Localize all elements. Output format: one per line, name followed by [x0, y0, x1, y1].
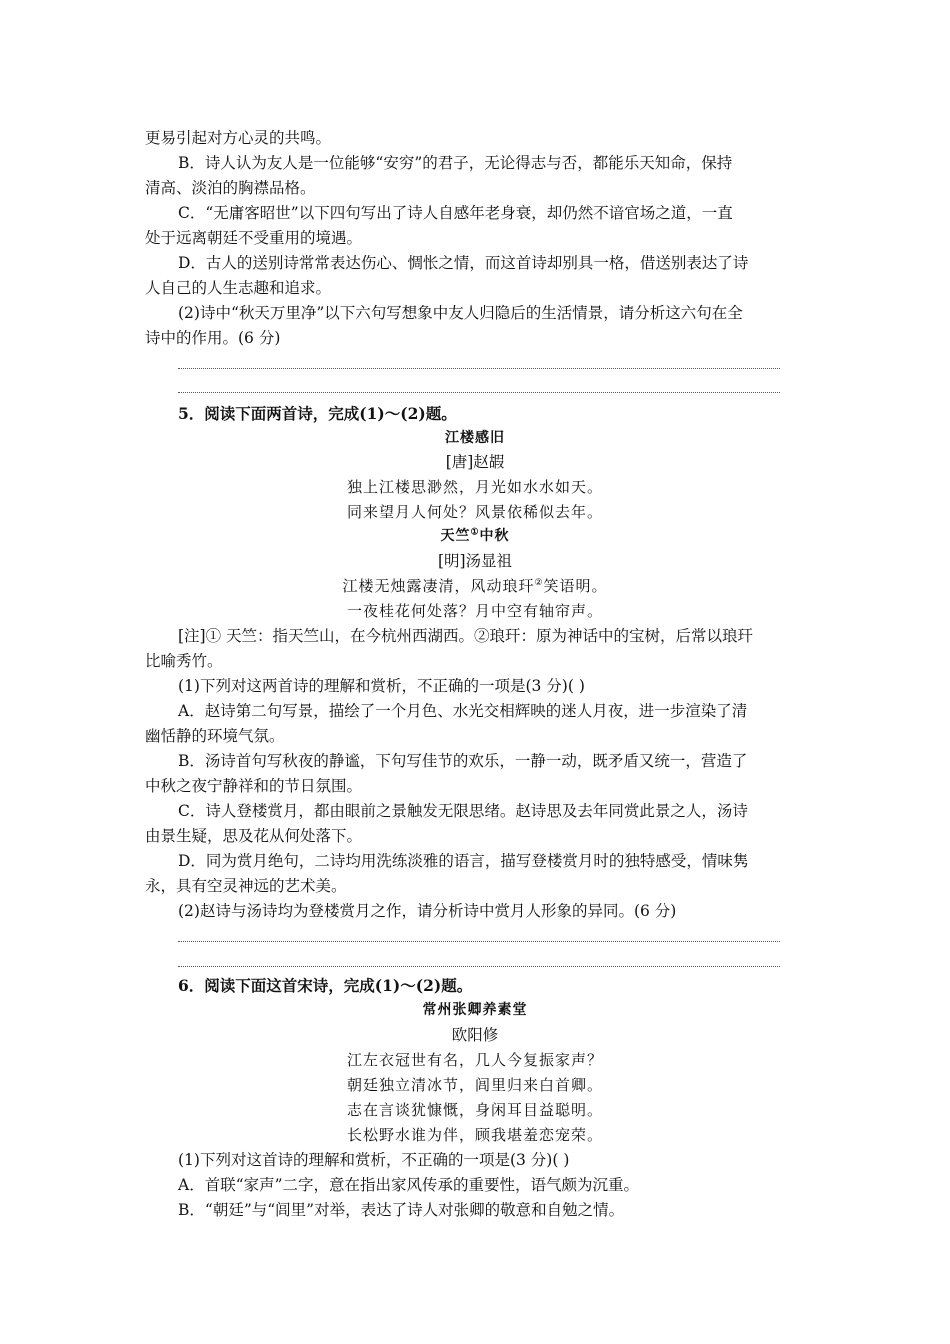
q5-option-c-cont: 由景生疑，思及花从何处落下。: [145, 827, 363, 845]
q5-note-cont: 比喻秀竹。: [145, 652, 223, 670]
q6-option-b: B．“朝廷”与“闾里”对举，表达了诗人对张卿的敬意和自勉之情。: [178, 1201, 625, 1219]
q4-subquestion-2: (2)诗中“秋天万里净”以下六句写想象中友人归隐后的生活情景，请分析这六句在全: [178, 304, 743, 322]
footnote-marker: ①: [470, 527, 480, 538]
q5-heading: 5．阅读下面两首诗，完成(1)～(2)题。: [178, 404, 457, 423]
q5-option-d-cont: 永，具有空灵神远的艺术美。: [145, 877, 347, 895]
answer-line: [178, 392, 780, 393]
poem2-title: [145, 526, 805, 546]
poem3-author: 欧阳修: [451, 1026, 499, 1044]
q4-option-b-cont: 清高、淡泊的胸襟品格。: [145, 179, 316, 197]
poem2-author: [明]汤显祖: [437, 552, 513, 570]
q4-option-c-cont: 处于远离朝廷不受重用的境遇。: [145, 229, 363, 247]
q4-option-b: B．诗人认为友人是一位能够“安穷”的君子，无论得志与否，都能乐天知命，保持: [178, 154, 733, 172]
poem3-line: 长松野水谁为伴，顾我堪羞恋宠荣。: [346, 1126, 603, 1144]
poem3-title: 常州张卿养素堂: [422, 1002, 528, 1018]
q6-subquestion-1: (1)下列对这首诗的理解和赏析，不正确的一项是(3 分)( ): [178, 1151, 570, 1169]
poem2-line-part: 笑语明。: [543, 577, 608, 595]
poem2-line: [145, 576, 805, 596]
poem2-title-part: 天竺: [440, 528, 471, 544]
answer-line: [178, 941, 780, 942]
poem3-line: 江左衣冠世有名，几人今复振家声？: [346, 1051, 603, 1069]
q4-option-d-cont: 人自己的人生志趣和追求。: [145, 279, 332, 297]
q5-option-d: D．同为赏月绝句，二诗均用洗练淡雅的语言，描写登楼赏月时的独特感受，情味隽: [178, 852, 749, 870]
q5-subquestion-2: (2)赵诗与汤诗均为登楼赏月之作，请分析诗中赏月人形象的异同。(6 分): [178, 902, 677, 920]
poem1-line: 同来望月人何处？风景依稀似去年。: [346, 503, 603, 521]
q4-option-c: C．“无庸客昭世”以下四句写出了诗人自感年老身衰，却仍然不谙官场之道，一直: [178, 204, 733, 222]
poem3-line: 志在言谈犹慷慨，身闲耳目益聪明。: [346, 1101, 603, 1119]
poem1-author: [唐]赵嘏: [445, 453, 505, 471]
answer-line: [178, 368, 780, 369]
poem2-line: 一夜桂花何处落？月中空有轴帘声。: [346, 602, 603, 620]
q5-note: [注]① 天竺：指天竺山，在今杭州西湖西。②琅玕：原为神话中的宝树，后常以琅玕: [178, 627, 754, 645]
poem1-line: 独上江楼思渺然，月光如水水如天。: [346, 478, 603, 496]
q4-subquestion-2-cont: 诗中的作用。(6 分): [145, 329, 281, 347]
poem1-title: 江楼感旧: [445, 430, 505, 446]
q5-subquestion-1: (1)下列对这两首诗的理解和赏析，不正确的一项是(3 分)( ): [178, 677, 585, 695]
answer-line: [178, 966, 780, 967]
q5-option-a: A．赵诗第二句写景，描绘了一个月色、水光交相辉映的迷人月夜，进一步渲染了清: [178, 702, 748, 720]
q5-option-a-cont: 幽恬静的环境气氛。: [145, 727, 285, 745]
footnote-marker: ②: [534, 578, 544, 588]
q5-option-b-cont: 中秋之夜宁静祥和的节日氛围。: [145, 777, 363, 795]
q5-option-c: C．诗人登楼赏月，都由眼前之景触发无限思绪。赵诗思及去年同赏此景之人，汤诗: [178, 802, 748, 820]
poem2-title-part: 中秋: [479, 528, 510, 544]
q6-option-a: A．首联“家声”二字，意在指出家风传承的重要性，语气颇为沉重。: [178, 1176, 640, 1194]
q4-option-d: D．古人的送别诗常常表达伤心、惆怅之情，而这首诗却别具一格，借送别表达了诗: [178, 254, 749, 272]
q6-heading: 6．阅读下面这首宋诗，完成(1)～(2)题。: [178, 976, 473, 995]
poem2-line-part: 江楼无烛露凄清，风动琅玕: [342, 577, 535, 595]
q5-option-b: B．汤诗首句写秋夜的静谧，下句写佳节的欢乐，一静一动，既矛盾又统一，营造了: [178, 752, 748, 770]
poem3-line: 朝廷独立清冰节，闾里归来白首卿。: [346, 1076, 603, 1094]
q4-line: 更易引起对方心灵的共鸣。: [145, 129, 332, 147]
